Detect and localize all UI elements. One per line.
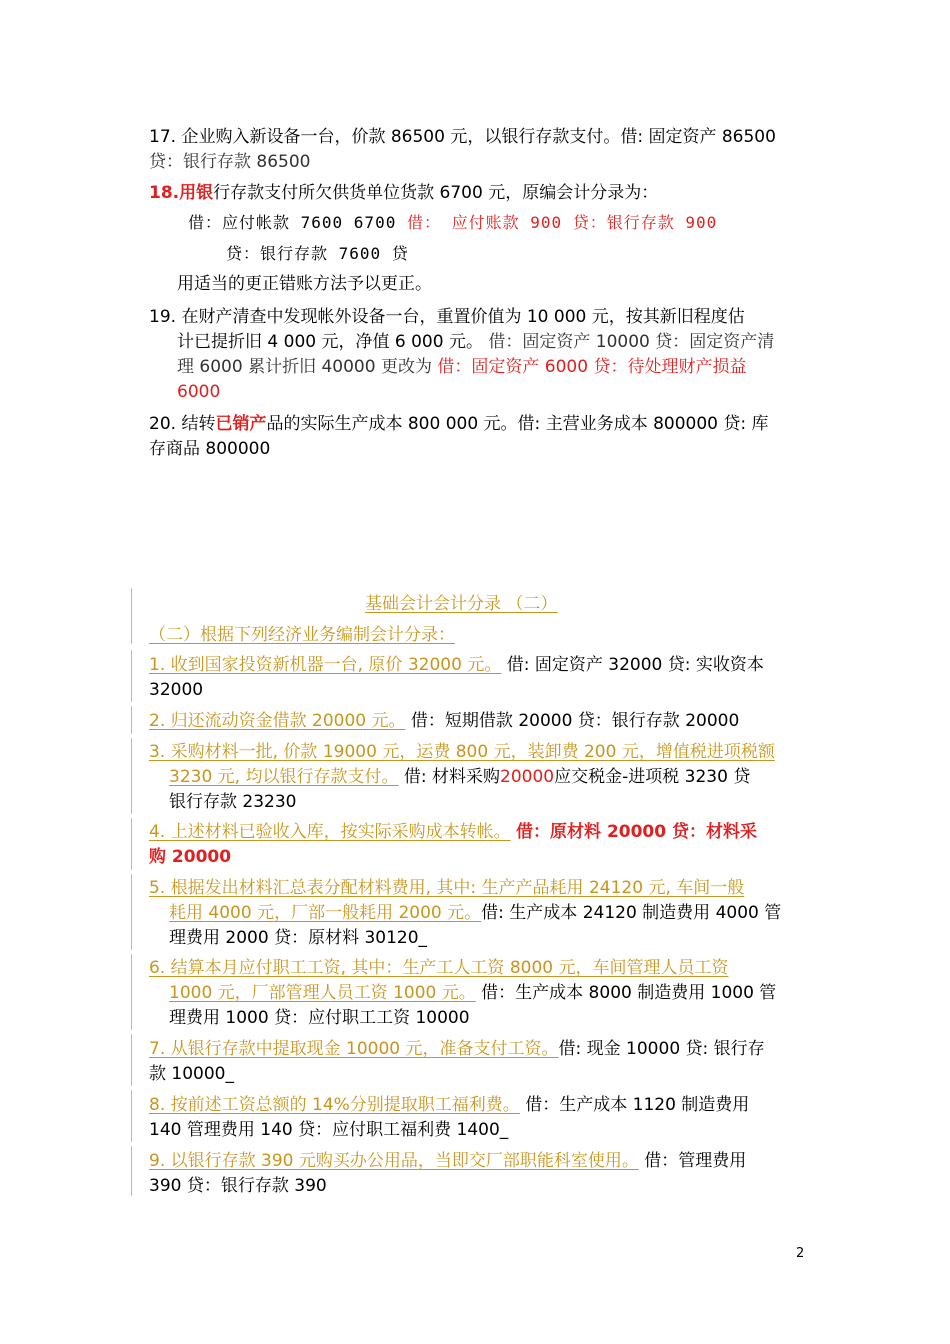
entry-1-line-2 (149, 678, 203, 702)
item-19-line-1 (149, 305, 745, 329)
entry-8-question: 8. 按前述工资总额的 14%分别提取职工福利费。 (149, 1095, 520, 1115)
item-18-entry-debit (188, 211, 717, 235)
section-subtitle (149, 623, 455, 647)
item-17-text: 17. 企业购入新设备一台，价款 86500 元，以银行存款支付。借: 固定资产 86500 (149, 127, 776, 147)
entry-8-line-1 (149, 1093, 749, 1117)
entry-1-question: 1. 收到国家投资新机器一台, 原价 32000 元。 (149, 655, 502, 675)
entry-5-question: 5. 根据发出材料汇总表分配材料费用, 其中: 生产产品耗用 24120 元, 车间一般 (149, 878, 745, 898)
item-20-credit: 存商品 800000 (149, 439, 271, 459)
entry-1-answer-cont: 32000 (149, 680, 204, 700)
entry-5-line-3 (169, 926, 427, 950)
entry-3-amount-highlight: 20000 (500, 767, 555, 787)
entry-3-question-cont: 3230 元, 均以银行存款支付。 (169, 767, 399, 787)
revision-bar (131, 738, 132, 814)
item-17-line-1 (149, 125, 776, 149)
item-19-correction-amount: 6000 (177, 382, 221, 402)
item-18-highlight-1: 用 (179, 183, 197, 203)
entry-6-answer: 借：生产成本 8000 制造费用 1000 管 (481, 983, 777, 1003)
item-18-highlight-2: 银 (196, 183, 214, 203)
item-18-line-1 (149, 181, 658, 205)
item-19-text-2: 计已提折旧 4 000 元，净值 6 000 元。 (177, 332, 483, 352)
item-19-line-3 (177, 355, 746, 379)
item-18-correction: 借： 应付账款 900 贷：银行存款 900 (406, 213, 718, 232)
item-18-number: 18. (149, 183, 180, 203)
page-number: 2 (796, 1246, 805, 1261)
revision-bar (131, 818, 132, 870)
entry-3-line-3 (169, 790, 296, 814)
entry-5-answer-cont: 理费用 2000 贷：原材料 30120_ (169, 928, 428, 948)
entry-2-answer: 借：短期借款 20000 贷：银行存款 20000 (410, 711, 740, 731)
revision-bar (131, 1034, 132, 1086)
entry-7-answer-cont: 款 10000_ (149, 1064, 234, 1084)
entry-7-line-2 (149, 1062, 234, 1086)
item-20-text-a: 20. 结转 (149, 414, 216, 434)
entry-8-answer-cont: 140 管理费用 140 贷：应付职工福利费 1400_ (149, 1120, 509, 1140)
section-title (365, 592, 557, 616)
item-20-line-2 (149, 437, 270, 461)
entry-6-question-cont: 1000 元，厂部管理人员工资 1000 元。 (169, 983, 476, 1003)
revision-bar (131, 588, 132, 644)
item-19-correction: 借：固定资产 6000 贷：待处理财产损益 (437, 357, 747, 377)
entry-6-answer-cont: 理费用 1000 贷：应付职工工资 10000 (169, 1008, 470, 1028)
entry-3-answer-credit: 银行存款 23230 (169, 792, 297, 812)
item-18-text: 行存款支付所欠供货单位货款 6700 元，原编会计分录为： (213, 183, 659, 203)
entry-5-line-2 (169, 901, 781, 925)
item-18-instruction-text: 用适当的更正错账方法予以更正。 (177, 274, 432, 294)
entry-1-answer: 借: 固定资产 32000 贷: 实收资本 (506, 655, 764, 675)
item-17-line-2 (149, 150, 310, 174)
entry-9-answer: 借：管理费用 (644, 1151, 747, 1171)
item-19-line-4 (177, 380, 220, 404)
entry-5-question-cont: 耗用 4000 元，厂部一般耗用 2000 元。 (169, 903, 482, 923)
revision-bar (131, 1090, 132, 1142)
item-19-text: 19. 在财产清查中发现帐外设备一台，重置价值为 10 000 元，按其新旧程度估 (149, 307, 745, 327)
entry-9-line-1 (149, 1149, 746, 1173)
entry-4-question: 4. 上述材料已验收入库，按实际采购成本转帐。 (149, 822, 511, 842)
entry-7-answer: 借: 现金 10000 贷: 银行存 (558, 1039, 765, 1059)
revision-bar (131, 954, 132, 1030)
entry-4-line-1 (149, 820, 757, 844)
entry-4-answer-cont: 购 20000 (149, 847, 232, 867)
revision-bar (131, 1146, 132, 1196)
item-18-original-credit: 贷：银行存款 7600 贷 (226, 244, 409, 263)
entry-3-answer: 借: 材料采购 (403, 767, 501, 787)
entry-5-line-1 (149, 876, 744, 900)
revision-bar (131, 874, 132, 950)
entry-1-line-1 (149, 653, 764, 677)
entry-2-question: 2. 归还流动资金借款 20000 元。 (149, 711, 406, 731)
entry-9-question: 9. 以银行存款 390 元购买办公用品，当即交厂部职能科室使用。 (149, 1151, 639, 1171)
entry-7-line-1 (149, 1037, 765, 1061)
entry-3-question: 3. 采购材料一批, 价款 19000 元，运费 800 元，装卸费 200 元，增值税进项税额 (149, 742, 775, 762)
entry-5-answer: 借: 生产成本 24120 制造费用 4000 管 (481, 903, 782, 923)
entry-8-line-2 (149, 1118, 508, 1142)
entry-2-line-1 (149, 709, 739, 733)
section-subtitle-text: （二）根据下列经济业务编制会计分录： (149, 625, 455, 645)
item-18-entry-credit (226, 242, 409, 266)
entry-9-answer-cont: 390 贷：银行存款 390 (149, 1176, 327, 1196)
entry-8-answer: 借：生产成本 1120 制造费用 (525, 1095, 750, 1115)
entry-4-line-2 (149, 845, 231, 869)
item-17-credit: 贷：银行存款 86500 (149, 152, 311, 172)
item-19-entry: 借：固定资产 10000 贷：固定资产清 (488, 332, 775, 352)
entry-6-line-3 (169, 1006, 470, 1030)
item-19-line-2 (177, 330, 774, 354)
entry-3-line-2 (169, 765, 750, 789)
section-title-text: 基础会计会计分录 （二） (365, 594, 558, 614)
item-20-text-b: 品的实际生产成本 800 000 元。借: 主营业务成本 800000 贷: 库 (266, 414, 769, 434)
revision-bar (131, 650, 132, 702)
item-18-instruction (177, 272, 432, 296)
item-20-line-1 (149, 412, 769, 436)
entry-7-question: 7. 从银行存款中提取现金 10000 元，准备支付工资。 (149, 1039, 559, 1059)
item-20-highlight: 已销产 (215, 414, 267, 434)
entry-6-line-1 (149, 956, 729, 980)
entry-6-line-2 (169, 981, 776, 1005)
item-19-entry-2: 理 6000 累计折旧 40000 更改为 (177, 357, 432, 377)
item-18-original-debit: 借：应付帐款 7600 6700 (188, 213, 397, 232)
revision-bar (131, 706, 132, 734)
entry-3-line-1 (149, 740, 775, 764)
entry-9-line-2 (149, 1174, 327, 1198)
entry-6-question: 6. 结算本月应付职工工资, 其中：生产工人工资 8000 元，车间管理人员工资 (149, 958, 729, 978)
entry-3-answer-cont: 应交税金-进项税 3230 贷 (554, 767, 751, 787)
entry-4-answer: 借：原材料 20000 贷：材料采 (516, 822, 758, 842)
